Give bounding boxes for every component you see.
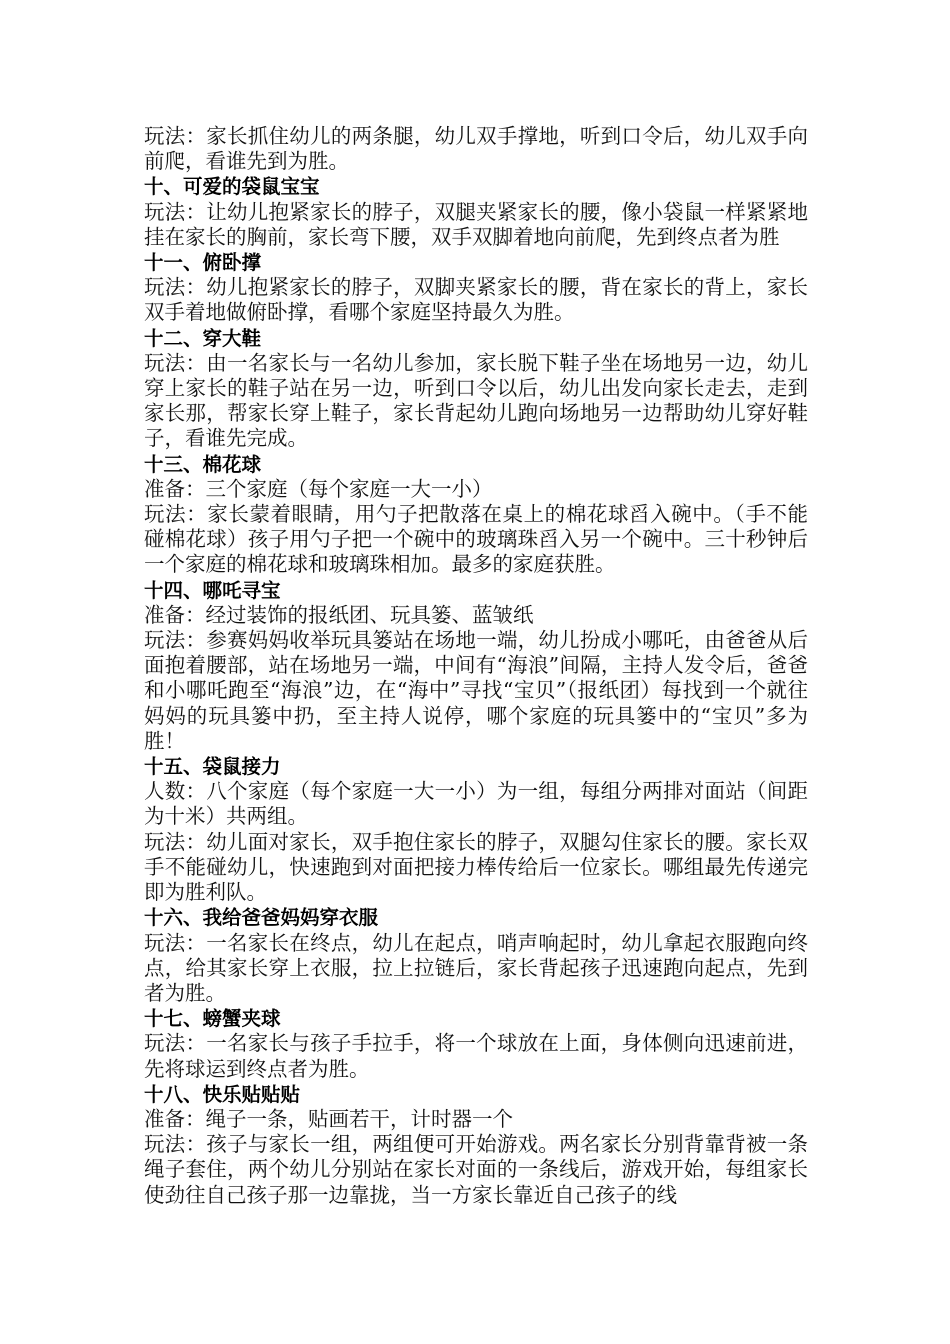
heading-game-13: 十三、棉花球 <box>144 452 262 476</box>
heading-game-12: 十二、穿大鞋 <box>144 326 262 350</box>
heading-game-16: 十六、我给爸爸妈妈穿衣服 <box>144 906 379 930</box>
paragraph-rules-13: 玩法：家长蒙着眼睛，用勺子把散落在桌上的棉花球舀入碗中。（手不能碰棉花球）孩子用勺子把一个碗中的玻璃珠舀入另一个碗中。三十秒钟后一个家庭的棉花球和玻璃珠相加。最多的家庭获胜。 <box>144 502 808 577</box>
paragraph-rules-15: 玩法：幼儿面对家长，双手抱住家长的脖子，双腿勾住家长的腰。家长双手不能碰幼儿，快速跑到对面把接力棒传给后一位家长。哪组最先传递完即为胜利队。 <box>144 829 808 905</box>
heading-game-15: 十五、袋鼠接力 <box>144 755 281 779</box>
document-page <box>144 124 808 1208</box>
paragraph-rules-18: 玩法：孩子与家长一组，两组便可开始游戏。两名家长分别背靠背被一条绳子套住，两个幼儿分别站在家长对面的一条线后，游戏开始，每组家长使劲往自己孩子那一边靠拢，当一方家长靠近自己孩子的线 <box>144 1132 808 1207</box>
heading-game-17: 十七、螃蟹夹球 <box>144 1007 281 1031</box>
paragraph-rules-17: 玩法：一名家长与孩子手拉手，将一个球放在上面，身体侧向迅速前进，先将球运到终点者为胜。 <box>144 1031 808 1081</box>
paragraph-rules-9: 玩法：家长抓住幼儿的两条腿，幼儿双手撑地，听到口令后，幼儿双手向前爬，看谁先到为胜。 <box>144 124 808 174</box>
paragraph-prep-13: 准备：三个家庭（每个家庭一大一小） <box>144 476 493 501</box>
heading-game-10: 十、可爱的袋鼠宝宝 <box>144 175 320 199</box>
paragraph-rules-14: 玩法：参赛妈妈收举玩具篓站在场地一端，幼儿扮成小哪吒，由爸爸从后面抱着腰部，站在场地另一端，中间有“海浪”间隔，主持人发令后，爸爸和小哪吒跑至“海浪”边，在“海中”寻找“宝贝”（报纸团）每找到一个就往妈妈的玩具篓中扔，至主持人说停，哪个家庭的玩具篓中的“宝贝”多为胜！ <box>144 628 808 753</box>
paragraph-rules-16: 玩法：一名家长在终点，幼儿在起点，哨声响起时，幼儿拿起衣服跑向终点，给其家长穿上衣服，拉上拉链后，家长背起孩子迅速跑向起点，先到者为胜。 <box>144 930 808 1005</box>
paragraph-participants-15: 人数：八个家庭（每个家庭一大一小）为一组，每组分两排对面站（间距为十米）共两组。 <box>144 779 808 829</box>
paragraph-rules-12: 玩法：由一名家长与一名幼儿参加，家长脱下鞋子坐在场地另一边，幼儿穿上家长的鞋子站在另一边，听到口令以后，幼儿出发向家长走去，走到家长那，帮家长穿上鞋子，家长背起幼儿跑向场地另一边帮助幼儿穿好鞋子，看谁先完成。 <box>144 350 808 451</box>
heading-game-18: 十八、快乐贴贴贴 <box>144 1082 301 1106</box>
heading-game-14: 十四、哪吒寻宝 <box>144 578 281 602</box>
paragraph-rules-11: 玩法：幼儿抱紧家长的脖子，双脚夹紧家长的腰，背在家长的背上，家长双手着地做俯卧撑，看哪个家庭坚持最久为胜。 <box>144 275 808 325</box>
paragraph-prep-14: 准备：经过装饰的报纸团、玩具篓、蓝皱纸 <box>144 602 534 627</box>
paragraph-rules-10: 玩法：让幼儿抱紧家长的脖子，双腿夹紧家长的腰，像小袋鼠一样紧紧地挂在家长的胸前，家长弯下腰，双手双脚着地向前爬，先到终点者为胜 <box>144 199 808 249</box>
heading-game-11: 十一、俯卧撑 <box>144 251 262 275</box>
paragraph-prep-18: 准备：绳子一条，贴画若干，计时器一个 <box>144 1106 513 1131</box>
